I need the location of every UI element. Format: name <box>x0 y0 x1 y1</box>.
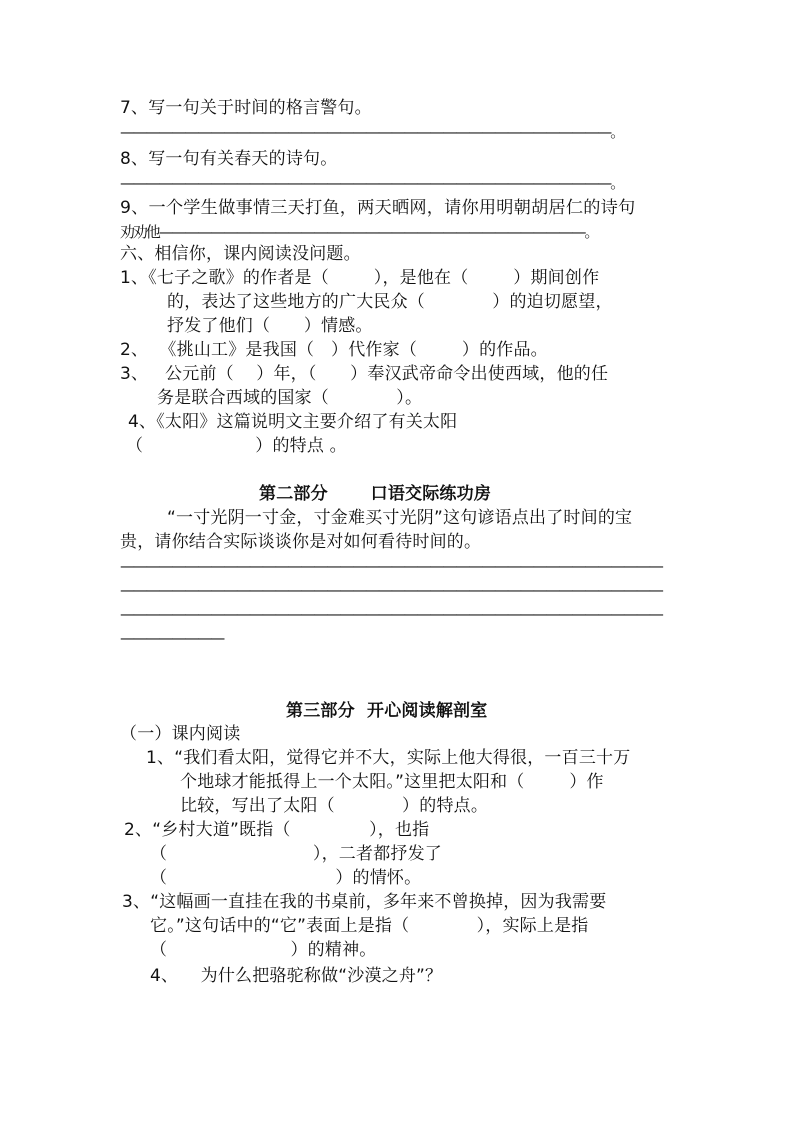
p3-q3-line2: 它。”这句话中的“它”表面上是指（ ），实际上是指 <box>150 916 589 936</box>
q7-answer-line: ——————————————————————————————————————。 <box>120 123 624 141</box>
part-two-prompt-line1: “一寸光阴一寸金，寸金难买寸光阴”这句谚语点出了时间的宝 <box>167 508 633 528</box>
q7-text: 7、写一句关于时间的格言警句。 <box>120 98 372 118</box>
q9-text: 9、一个学生做事情三天打鱼，两天晒网，请你用明朝胡居仁的诗句 <box>120 198 636 218</box>
p3-q1-line2: 个地球才能抵得上一个太阳。”这里把太阳和（ ）作 <box>180 772 604 792</box>
q9-answer-line: 劝劝他—————————————————————————————————。 <box>120 223 598 241</box>
p3-q2-line2: （ ），二者都抒发了 <box>150 844 442 864</box>
part-two-title: 第二部分 口语交际练功房 <box>259 484 492 504</box>
section-six-heading: 六、相信你，课内阅读没问题。 <box>120 244 361 264</box>
p3-q2-line3: （ ）的情怀。 <box>150 868 422 888</box>
p3-q1-line1: 1、“我们看太阳，觉得它并不大，实际上他大得很，一百三十万 <box>146 748 631 768</box>
p3-q2-line1: 2、“乡村大道”既指（ ），也指 <box>124 820 430 840</box>
p3-q4: 4、 为什么把骆驼称做“沙漠之舟”？ <box>150 966 443 986</box>
writing-line-2: —————————————————————————————————————————— <box>120 581 662 599</box>
s6-q3-line1: 3、 公元前（ ）年，（ ）奉汉武帝命令出使西域，他的任 <box>120 364 609 384</box>
q8-answer-line: ——————————————————————————————————————。 <box>120 174 624 192</box>
s6-q2: 2、 《挑山工》是我国（ ）代作家（ ）的作品。 <box>120 340 548 360</box>
p3-q1-line3: 比较，写出了太阳（ ）的特点。 <box>180 796 489 816</box>
s6-q1-line3: 抒发了他们（ ）情感。 <box>167 316 373 336</box>
q8-text: 8、写一句有关春天的诗句。 <box>120 149 338 169</box>
writing-line-3: —————————————————————————————————————————— <box>120 605 662 623</box>
writing-line-1: —————————————————————————————————————————— <box>120 557 662 575</box>
s6-q3-line2: 务是联合西域的国家（ ）。 <box>157 388 423 408</box>
s6-q1-line1: 1、《七子之歌》的作者是（ ），是他在（ ）期间创作 <box>120 268 600 288</box>
s6-q1-line2: 的，表达了这些地方的广大民众（ ）的迫切愿望， <box>167 292 613 312</box>
in-class-reading-heading: （一）课内阅读 <box>120 724 241 744</box>
s6-q4-line2: （ ）的特点 。 <box>126 436 347 456</box>
part-three-title: 第三部分 开心阅读解剖室 <box>286 701 488 721</box>
p3-q3-line3: （ ）的精神。 <box>150 940 377 960</box>
p3-q3-line1: 3、“这幅画一直挂在我的书桌前，多年来不曾换掉，因为我需要 <box>122 892 607 912</box>
s6-q4-line1: 4、《太阳》这篇说明文主要介绍了有关太阳 <box>128 412 458 432</box>
writing-line-4: ———————— <box>120 629 224 647</box>
part-two-prompt-line2: 贵，请你结合实际谈谈你是对如何看待时间的。 <box>120 532 482 552</box>
